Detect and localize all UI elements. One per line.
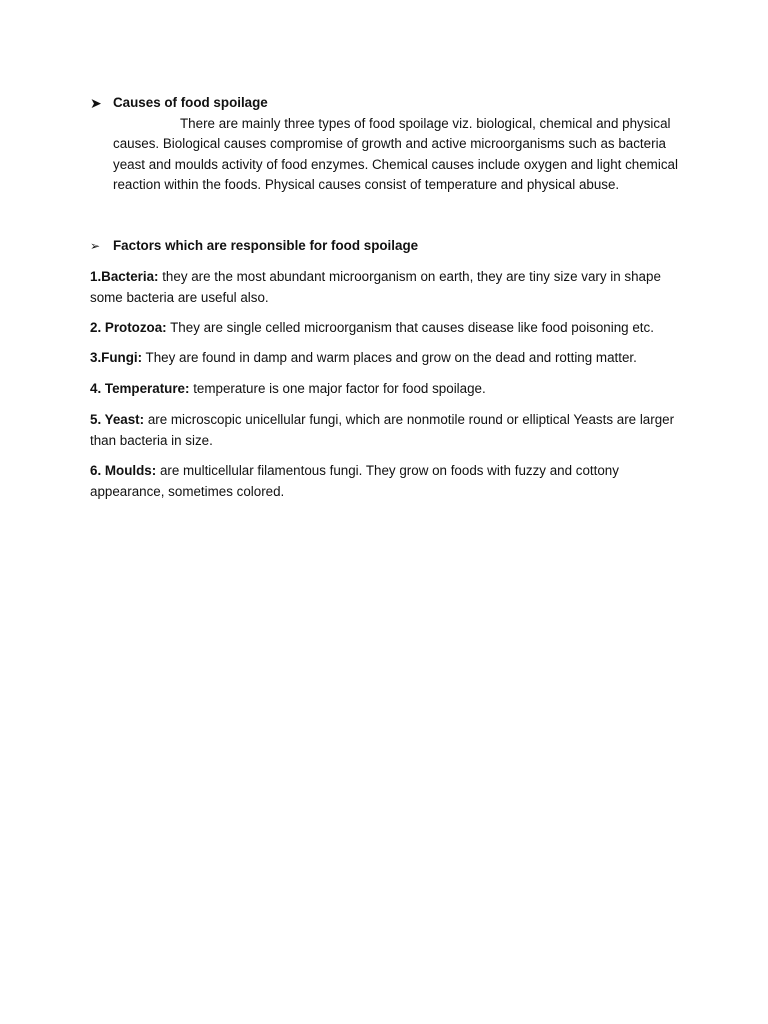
factors-heading-section bbox=[90, 236, 680, 257]
factor-term: 3.Fungi: bbox=[90, 350, 143, 365]
causes-paragraph: There are mainly three types of food spoilage viz. biological, chemical and physical causes. Biological causes compromise of growth and active microorganisms such as bacteria yeast and moulds activity of food enzymes. Chemical causes include oxygen and light chemical reaction within the foods. Physical causes consist of temperature and physical abuse. bbox=[113, 115, 678, 192]
causes-heading-row bbox=[90, 93, 680, 114]
factor-text: they are the most abundant microorganism on earth, they are tiny size vary in shape some bacteria are useful also. bbox=[90, 269, 661, 305]
factor-term: 1.Bacteria: bbox=[90, 269, 159, 284]
factors-heading-row bbox=[90, 236, 680, 257]
arrowhead-bullet-icon: ➢ bbox=[90, 239, 101, 253]
factor-text: temperature is one major factor for food spoilage. bbox=[189, 381, 486, 396]
factor-item-moulds bbox=[90, 461, 682, 502]
arrowhead-bullet-icon: ➤ bbox=[90, 95, 102, 111]
factor-item-yeast bbox=[90, 410, 682, 451]
factor-term: 4. Temperature: bbox=[90, 381, 190, 396]
causes-heading: Causes of food spoilage bbox=[113, 95, 268, 110]
factor-text: are microscopic unicellular fungi, which are nonmotile round or elliptical Yeasts are larger than bacteria in size. bbox=[90, 412, 675, 448]
causes-section bbox=[90, 93, 680, 196]
factor-text: They are found in damp and warm places and grow on the dead and rotting matter. bbox=[142, 350, 637, 365]
factor-item-temperature bbox=[90, 379, 682, 400]
factor-item-protozoa bbox=[90, 318, 682, 339]
factor-term: 6. Moulds: bbox=[90, 463, 157, 478]
factor-item-bacteria bbox=[90, 267, 682, 308]
factor-item-fungi bbox=[90, 348, 682, 369]
factor-text: They are single celled microorganism that causes disease like food poisoning etc. bbox=[166, 320, 654, 335]
factor-term: 2. Protozoa: bbox=[90, 320, 167, 335]
factors-heading: Factors which are responsible for food spoilage bbox=[113, 238, 419, 253]
factor-term: 5. Yeast: bbox=[90, 412, 145, 427]
factor-text: are multicellular filamentous fungi. They grow on foods with fuzzy and cottony appearance, sometimes colored. bbox=[90, 463, 619, 499]
